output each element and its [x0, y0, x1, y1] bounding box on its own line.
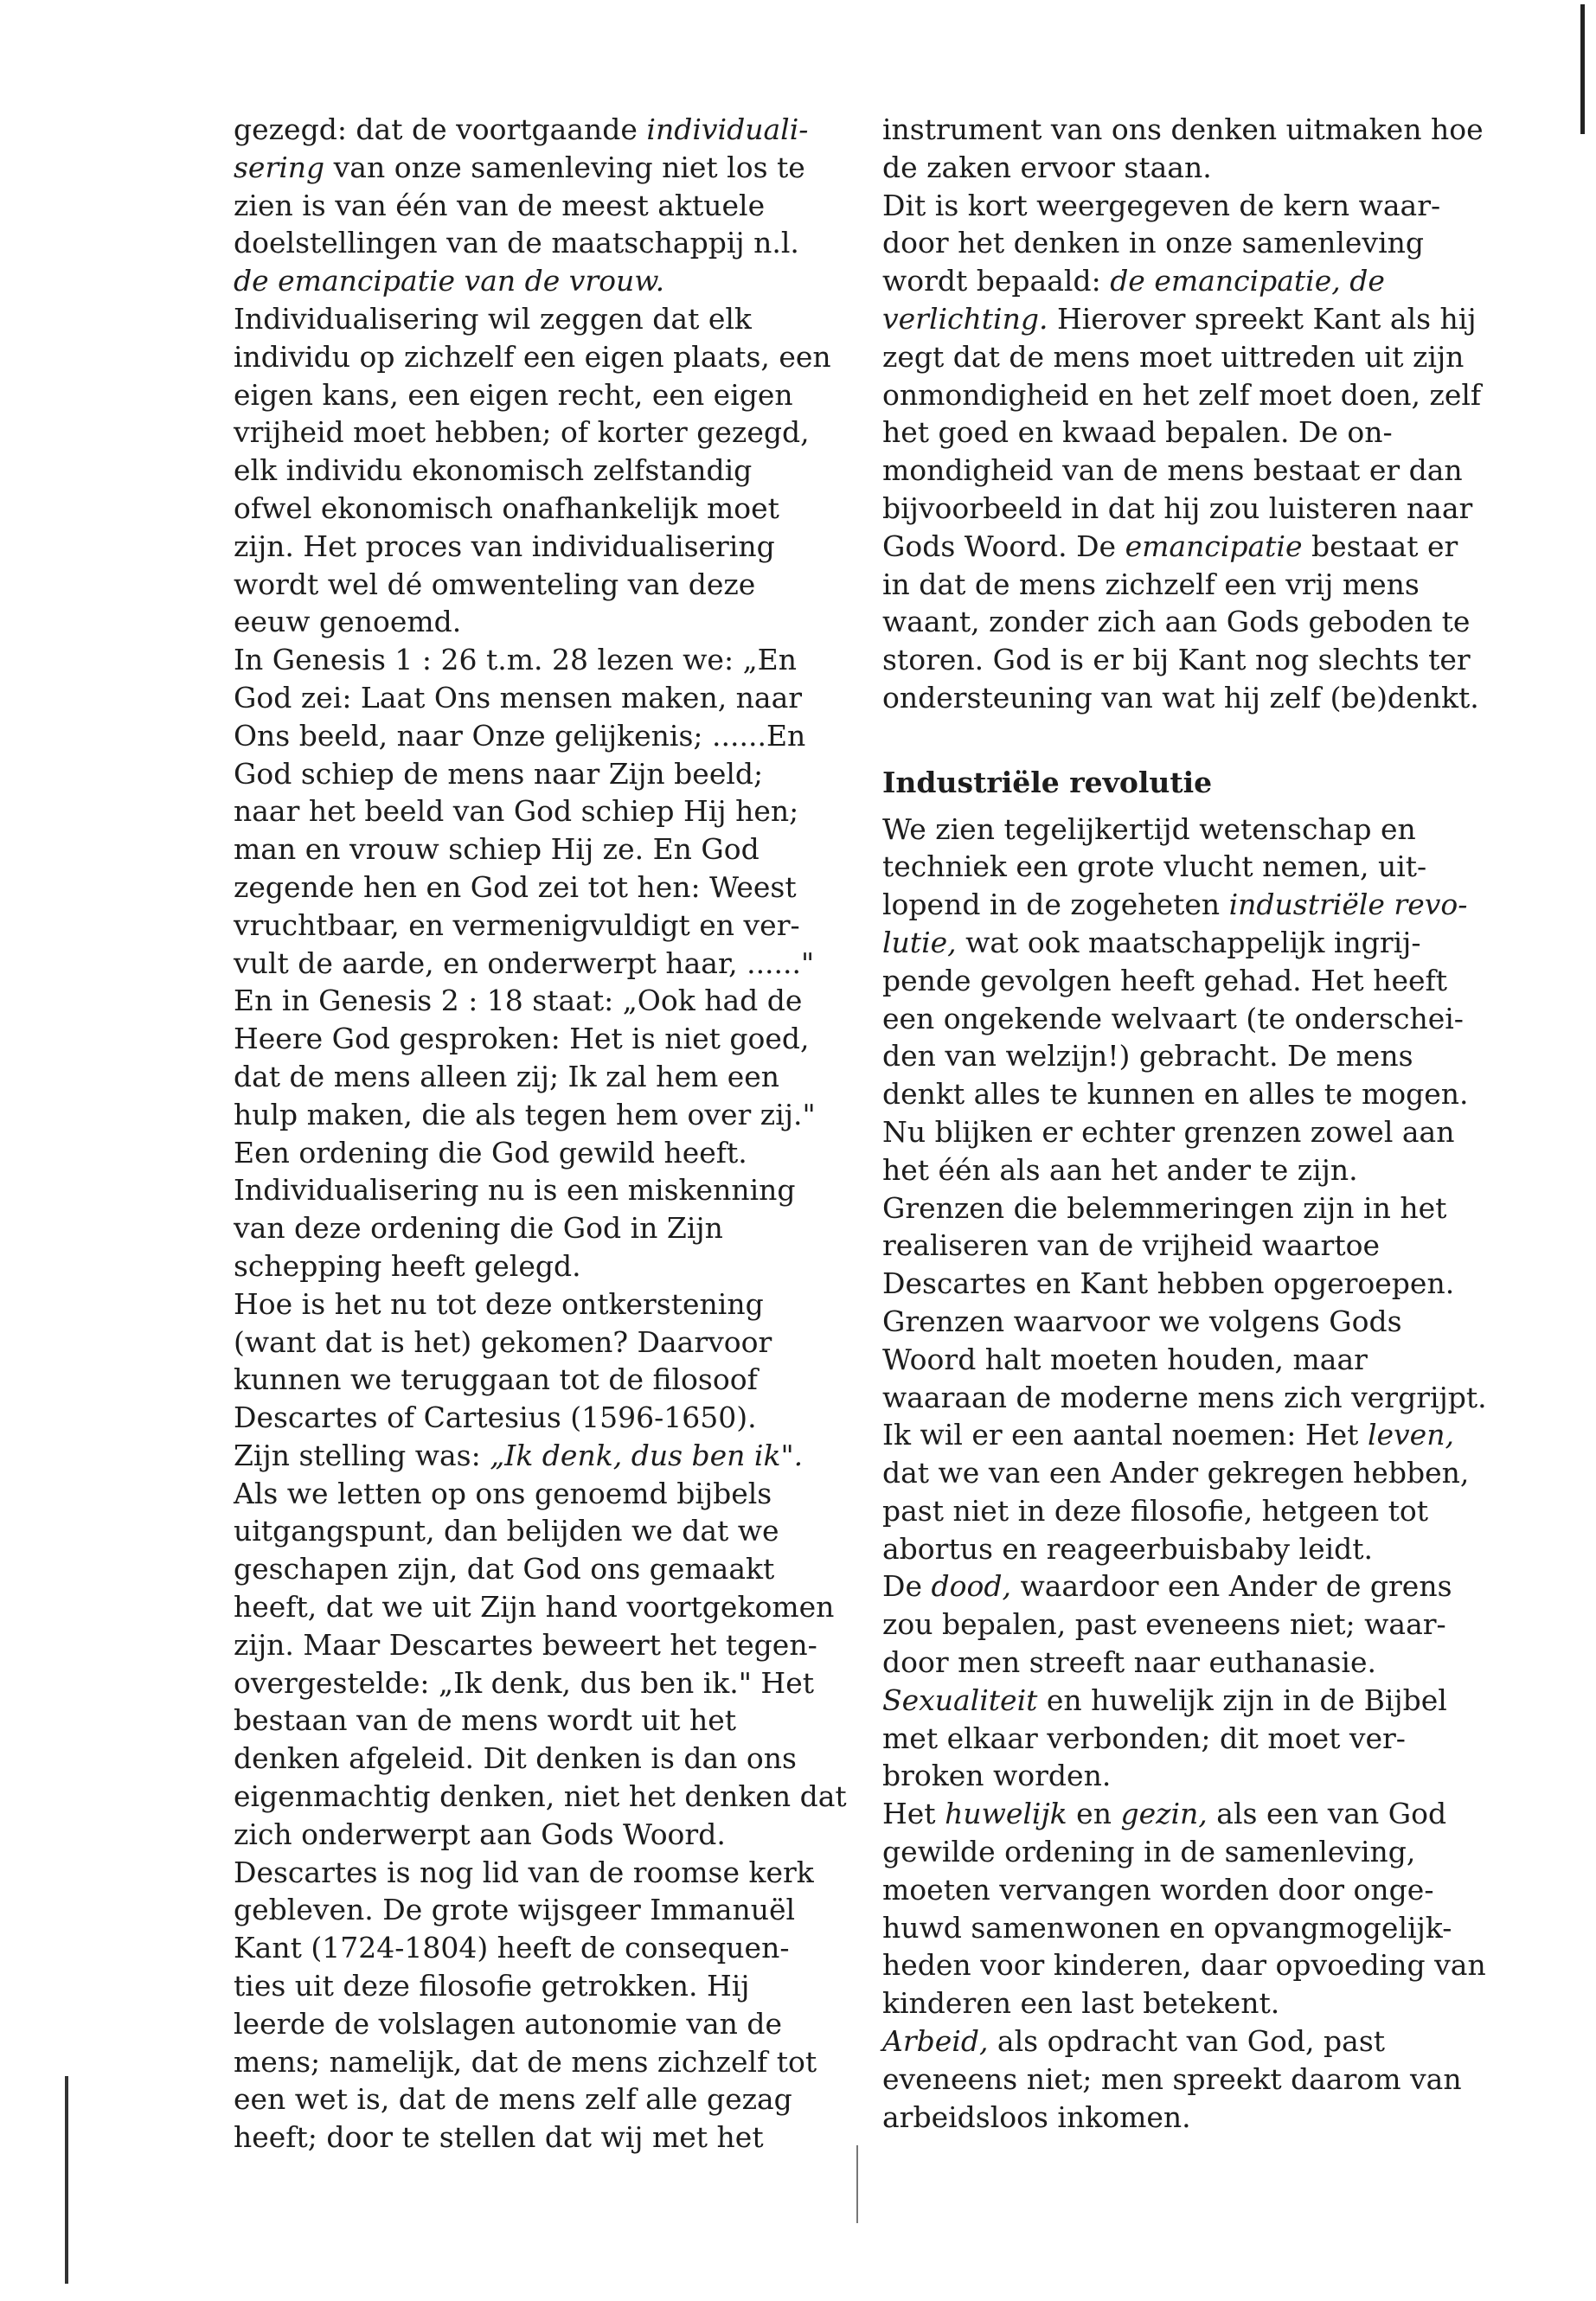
text-line: Gods Woord. De emancipatie bestaat er [882, 529, 1458, 563]
text-line: elk individu ekonomisch zelfstandig [234, 453, 753, 488]
text-line: lopend in de zogeheten industriële revo- [882, 888, 1468, 922]
right-column-top [882, 111, 1505, 717]
text-line: Een ordening die God gewild heeft. [234, 1135, 747, 1170]
text-line: waant, zonder zich aan Gods geboden te [882, 605, 1471, 639]
text-line: het één als aan het ander te zijn. [882, 1152, 1358, 1187]
text-line: verlichting. Hierover spreekt Kant als hij [882, 301, 1477, 336]
text-line: Ik wil er een aantal noemen: Het leven, [882, 1418, 1454, 1452]
text-line: zou bepalen, past eveneens niet; waar- [882, 1607, 1446, 1642]
text-line: ties uit deze filosofie getrokken. Hij [234, 1969, 750, 2003]
text-line: door men streeft naar euthanasie. [882, 1645, 1376, 1680]
text-line: man en vrouw schiep Hij ze. En God [234, 832, 760, 867]
text-line: dat we van een Ander gekregen hebben, [882, 1456, 1470, 1490]
text-line: uitgangspunt, dan belijden we dat we [234, 1514, 779, 1548]
text-line: gezegd: dat de voortgaande individuali- [234, 112, 809, 146]
text-line: met elkaar verbonden; dit moet ver- [882, 1721, 1406, 1755]
text-line: overgestelde: „Ik denk, dus ben ik." Het [234, 1665, 814, 1700]
text-line: Hoe is het nu tot deze ontkerstening [234, 1286, 764, 1321]
text-line: vult de aarde, en onderwerpt haar, ......" [234, 945, 815, 980]
text-line: een ongekende welvaart (te onderschei- [882, 1001, 1464, 1035]
text-line: zijn. Het proces van individualisering [234, 529, 775, 563]
text-line: bijvoorbeeld in dat hij zou luisteren naar [882, 490, 1473, 525]
text-line: huwd samenwonen en opvangmogelijk- [882, 1910, 1452, 1945]
text-line: Kant (1724-1804) heeft de consequen- [234, 1931, 790, 1965]
text-line: de zaken ervoor staan. [882, 150, 1212, 184]
emphasis: huwelijk [945, 1797, 1067, 1831]
emphasis: industriële revo- [1228, 888, 1468, 922]
text-line: een wet is, dat de mens zelf alle gezag [234, 2082, 792, 2117]
text-line: onmondigheid en het zelf moet doen, zelf [882, 377, 1482, 412]
text-line: eveneens niet; men spreekt daarom van [882, 2061, 1462, 2096]
text-line: instrument van ons denken uitmaken hoe [882, 112, 1484, 146]
text-line: heeft, dat we uit Zijn hand voortgekomen [234, 1590, 835, 1625]
text-line: door het denken in onze samenleving [882, 226, 1425, 260]
text-line: eeuw genoemd. [234, 605, 462, 639]
text-line: ondersteuning van wat hij zelf (be)denkt. [882, 680, 1479, 715]
text-line: zegt dat de mens moet uittreden uit zijn [882, 339, 1465, 374]
text-line: Grenzen die belemmeringen zijn in het [882, 1190, 1447, 1225]
text-line: denkt alles te kunnen en alles te mogen. [882, 1077, 1469, 1112]
emphasis: lutie, [882, 925, 957, 959]
text-line: het goed en kwaad bepalen. De on- [882, 415, 1393, 450]
text-line: doelstellingen van de maatschappij n.l. [234, 226, 799, 260]
text-line: En in Genesis 2 : 18 staat: „Ook had de [234, 984, 803, 1018]
text-line: schepping heeft gelegd. [234, 1248, 581, 1283]
emphasis: sering [234, 150, 325, 184]
text-line: waaraan de moderne mens zich vergrijpt. [882, 1380, 1487, 1414]
scan-edge-mark [65, 2076, 68, 2284]
text-line: individu op zichzelf een eigen plaats, een [234, 339, 831, 374]
text-line: denken afgeleid. Dit denken is dan ons [234, 1741, 797, 1776]
text-line: Individualisering wil zeggen dat elk [234, 301, 752, 336]
text-line: den van welzijn!) gebracht. De mens [882, 1039, 1413, 1074]
text-line: Het huwelijk en gezin, als een van God [882, 1797, 1447, 1831]
emphasis: verlichting. [882, 301, 1048, 336]
text-line: Sexualiteit en huwelijk zijn in de Bijbel [882, 1682, 1447, 1717]
text-line: abortus en reageerbuisbaby leidt. [882, 1531, 1374, 1566]
text-line: Woord halt moeten houden, maar [882, 1342, 1368, 1376]
text-line: broken worden. [882, 1759, 1112, 1793]
text-line: Grenzen waarvoor we volgens Gods [882, 1304, 1402, 1338]
text-line: In Genesis 1 : 26 t.m. 28 lezen we: „En [234, 643, 798, 677]
text-line: zegende hen en God zei tot hen: Weest [234, 869, 797, 904]
text-line: Heere God gesproken: Het is niet goed, [234, 1022, 810, 1056]
text-line: zijn. Maar Descartes beweert het tegen- [234, 1627, 817, 1662]
text-line: gebleven. De grote wijsgeer Immanuël [234, 1893, 796, 1927]
text-line: leerde de volslagen autonomie van de [234, 2006, 783, 2041]
text-line: Descartes en Kant hebben opgeroepen. [882, 1266, 1455, 1301]
text-line: Dit is kort weergegeven de kern waar- [882, 188, 1441, 222]
text-line: zich onderwerpt aan Gods Woord. [234, 1817, 726, 1851]
text-line: wordt wel dé omwenteling van deze [234, 567, 756, 601]
text-line: Nu blijken er echter grenzen zowel aan [882, 1114, 1455, 1149]
text-line: heeft; door te stellen dat wij met het [234, 2120, 764, 2155]
emphasis: emancipatie [1125, 529, 1303, 563]
right-column [882, 111, 1505, 2136]
text-line: De dood, waardoor een Ander de grens [882, 1569, 1452, 1604]
text-line: vruchtbaar, en vermenigvuldigt en ver- [234, 907, 800, 942]
text-line: eigenmachtig denken, niet het denken dat [234, 1779, 847, 1814]
text-line: dat de mens alleen zij; Ik zal hem een [234, 1059, 780, 1093]
text-line: (want dat is het) gekomen? Daarvoor [234, 1324, 772, 1359]
text-line: kinderen een last betekent. [882, 1986, 1280, 2021]
text-line: eigen kans, een eigen recht, een eigen [234, 377, 793, 412]
emphasis: gezin, [1120, 1797, 1208, 1831]
text-line: van deze ordening die God in Zijn [234, 1211, 723, 1246]
emphasis: leven, [1367, 1418, 1454, 1452]
text-line: realiseren van de vrijheid waartoe [882, 1228, 1380, 1263]
text-line: Individualisering nu is een miskenning [234, 1173, 796, 1208]
emphasis: Arbeid, [882, 2024, 989, 2059]
emphasis: de emancipatie van de vrouw. [234, 264, 665, 298]
text-line: mens; namelijk, dat de mens zichzelf tot [234, 2044, 817, 2079]
text-line: in dat de mens zichzelf een vrij mens [882, 567, 1420, 601]
emphasis: individuali- [646, 112, 809, 146]
text-line: hulp maken, die als tegen hem over zij." [234, 1097, 816, 1131]
text-line: Descartes of Cartesius (1596-1650). [234, 1400, 757, 1435]
text-line [234, 262, 856, 300]
text-line: gewilde ordening in de samenleving, [882, 1835, 1416, 1869]
section-heading: Industriële revolutie [882, 765, 1213, 799]
text-line: arbeidsloos inkomen. [882, 2099, 1191, 2134]
text-line: mondigheid van de mens bestaat er dan [882, 453, 1463, 488]
text-line: geschapen zijn, dat God ons gemaakt [234, 1552, 775, 1586]
text-line: kunnen we teruggaan tot de filosoof [234, 1362, 758, 1397]
text-line: storen. God is er bij Kant nog slechts ter [882, 643, 1471, 677]
text-line: lutie, wat ook maatschappelijk ingrij- [882, 925, 1421, 959]
column-divider [856, 2145, 858, 2223]
scan-edge-mark [1580, 4, 1585, 134]
text-line: zien is van één van de meest aktuele [234, 188, 766, 222]
text-line: moeten vervangen worden door onge- [882, 1872, 1434, 1907]
emphasis: Sexualiteit [882, 1682, 1038, 1717]
text-line: God schiep de mens naar Zijn beeld; [234, 756, 764, 791]
right-column-bottom [882, 811, 1505, 2137]
text-line: sering van onze samenleving niet los te [234, 150, 805, 184]
text-line: God zei: Laat Ons mensen maken, naar [234, 680, 803, 715]
text-line: bestaan van de mens wordt uit het [234, 1703, 737, 1738]
text-line: Descartes is nog lid van de roomse kerk [234, 1855, 814, 1889]
text-line: past niet in deze filosofie, hetgeen tot [882, 1493, 1429, 1528]
left-column [234, 111, 856, 2157]
text-line: heden voor kinderen, daar opvoeding van [882, 1948, 1486, 1983]
emphasis: „Ik denk, dus ben ik". [490, 1438, 804, 1472]
text-line: We zien tegelijkertijd wetenschap en [882, 811, 1416, 846]
text-line: ofwel ekonomisch onafhankelijk moet [234, 490, 779, 525]
text-line: Arbeid, als opdracht van God, past [882, 2024, 1386, 2059]
text-line: pende gevolgen heeft gehad. Het heeft [882, 963, 1447, 997]
text-line: vrijheid moet hebben; of korter gezegd, [234, 415, 810, 450]
emphasis: de emancipatie, de [1110, 264, 1385, 298]
text-line: techniek een grote vlucht nemen, uit- [882, 849, 1427, 884]
emphasis: dood, [931, 1569, 1011, 1604]
text-line: Zijn stelling was: „Ik denk, dus ben ik". [234, 1438, 804, 1472]
text-line: Als we letten op ons genoemd bijbels [234, 1476, 772, 1510]
text-line: Ons beeld, naar Onze gelijkenis; ......En [234, 718, 806, 753]
text-line: naar het beeld van God schiep Hij hen; [234, 794, 799, 829]
text-line: wordt bepaald: de emancipatie, de [882, 264, 1385, 298]
